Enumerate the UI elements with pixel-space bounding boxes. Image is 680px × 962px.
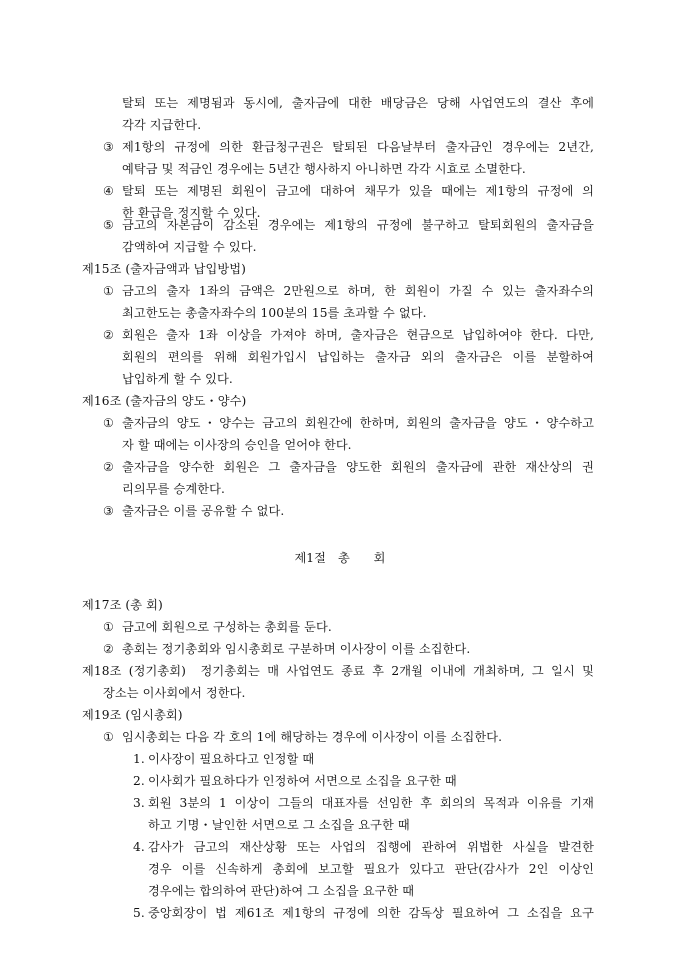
- clause-text: 예탁금 및 적금인 경우에는 5년간 행사하지 아니하면 각각 시효로 소멸한다.: [122, 162, 526, 176]
- subitem-number: 1.: [133, 752, 145, 766]
- clause-marker: ①: [103, 284, 115, 298]
- article-heading: 제17조 (총 회): [82, 598, 163, 612]
- clause-text: 금고에 회원으로 구성하는 총회를 둔다.: [122, 620, 332, 634]
- clause-text: 탈퇴 또는 제명된 회원이 금고에 대하여 채무가 있을 때에는 제1항의 규정에 의: [122, 184, 594, 198]
- clause-text: 출자금은 이를 공유할 수 없다.: [122, 504, 285, 518]
- article-text: 제18조 (정기총회) 정기총회는 매 사업연도 종료 후 2개월 이내에 개최하며, 그 일시 및: [82, 664, 594, 678]
- clause-text: 금고의 자본금이 감소된 경우에는 제1항의 규정에 불구하고 탈퇴회원의 출자금을: [122, 218, 594, 232]
- article-heading: 제16조 (출자금의 양도・양수): [82, 394, 247, 408]
- subitem-text: 경우 이를 신속하게 총회에 보고할 필요가 있다고 판단(감사가 2인 이상인: [148, 862, 594, 876]
- clause-marker: ①: [103, 730, 115, 744]
- section-title: 제1절 총 회: [294, 551, 386, 565]
- clause-text: 출자금을 양수한 회원은 그 출자금을 양도한 회원의 출자금에 관한 재산상의 권: [122, 460, 594, 474]
- clause-text: 리의무를 승계한다.: [122, 482, 225, 496]
- subitem-text: 중앙회장이 법 제61조 제1항의 규정에 의한 감독상 필요하여 그 소집을 요구: [148, 906, 594, 920]
- subitem-number: 3.: [133, 796, 145, 810]
- subitem-text: 하고 기명・날인한 서면으로 그 소집을 요구한 때: [148, 818, 410, 832]
- clause-text: 임시총회는 다음 각 호의 1에 해당하는 경우에 이사장이 이를 소집한다.: [122, 730, 503, 744]
- clause-marker: ④: [103, 184, 115, 198]
- clause-marker: ②: [103, 328, 115, 342]
- subitem-number: 4.: [133, 840, 145, 854]
- subitem-text: 회원 3분의 1 이상이 그들의 대표자를 선임한 후 회의의 목적과 이유를 기재: [148, 796, 594, 810]
- clause-marker: ②: [103, 642, 115, 656]
- article-heading: 제19조 (임시총회): [82, 708, 183, 722]
- clause-marker: ⑤: [103, 218, 115, 232]
- clause-text: 납입하게 할 수 있다.: [122, 372, 233, 386]
- continuation-line: 탈퇴 또는 제명됨과 동시에, 출자금에 대한 배당금은 당해 사업연도의 결산 후에: [122, 96, 594, 110]
- article-text: 장소는 이사회에서 정한다.: [103, 686, 246, 700]
- clause-text: 제1항의 규정에 의한 환급청구권은 탈퇴된 다음날부터 출자금인 경우에는 2년간,: [122, 140, 594, 154]
- subitem-text: 이사회가 필요하다가 인정하여 서면으로 소집을 요구한 때: [148, 774, 457, 788]
- clause-text: 자 할 때에는 이사장의 승인을 얻어야 한다.: [122, 438, 352, 452]
- clause-marker: ①: [103, 416, 115, 430]
- subitem-text: 이사장이 필요하다고 인정할 때: [148, 752, 315, 766]
- clause-marker: ①: [103, 620, 115, 634]
- clause-text: 총회는 정기총회와 임시총회로 구분하며 이사장이 이를 소집한다.: [122, 642, 471, 656]
- subitem-text: 경우에는 합의하여 판단)하여 그 소집을 요구한 때: [148, 884, 415, 898]
- clause-text: 금고의 출자 1좌의 금액은 2만원으로 하며, 한 회원이 가질 수 있는 출자좌수의: [122, 284, 594, 298]
- subitem-text: 감사가 금고의 재산상황 또는 사업의 집행에 관하여 위법한 사실을 발견한: [148, 840, 594, 854]
- article-heading: 제15조 (출자금액과 납입방법): [82, 262, 246, 276]
- clause-marker: ③: [103, 140, 115, 154]
- clause-marker: ③: [103, 504, 115, 518]
- clause-text: 감액하여 지급할 수 있다.: [122, 240, 257, 254]
- subitem-number: 2.: [133, 774, 145, 788]
- clause-text: 회원은 출자 1좌 이상을 가져야 하며, 출자금은 현금으로 납입하여야 한다. 다만,: [122, 328, 594, 342]
- clause-text: 한 환급을 정지할 수 있다.: [122, 206, 261, 220]
- clause-text: 출자금의 양도・양수는 금고의 회원간에 한하며, 회원의 출자금을 양도・양수하고: [122, 416, 594, 430]
- clause-text: 회원의 편의를 위해 회원가입시 납입하는 출자금 외의 출자금은 이를 분할하여: [122, 350, 594, 364]
- clause-text: 최고한도는 총출자좌수의 100분의 15를 초과할 수 없다.: [122, 306, 427, 320]
- clause-marker: ②: [103, 460, 115, 474]
- continuation-line: 각각 지급한다.: [122, 118, 202, 132]
- subitem-number: 5.: [133, 906, 145, 920]
